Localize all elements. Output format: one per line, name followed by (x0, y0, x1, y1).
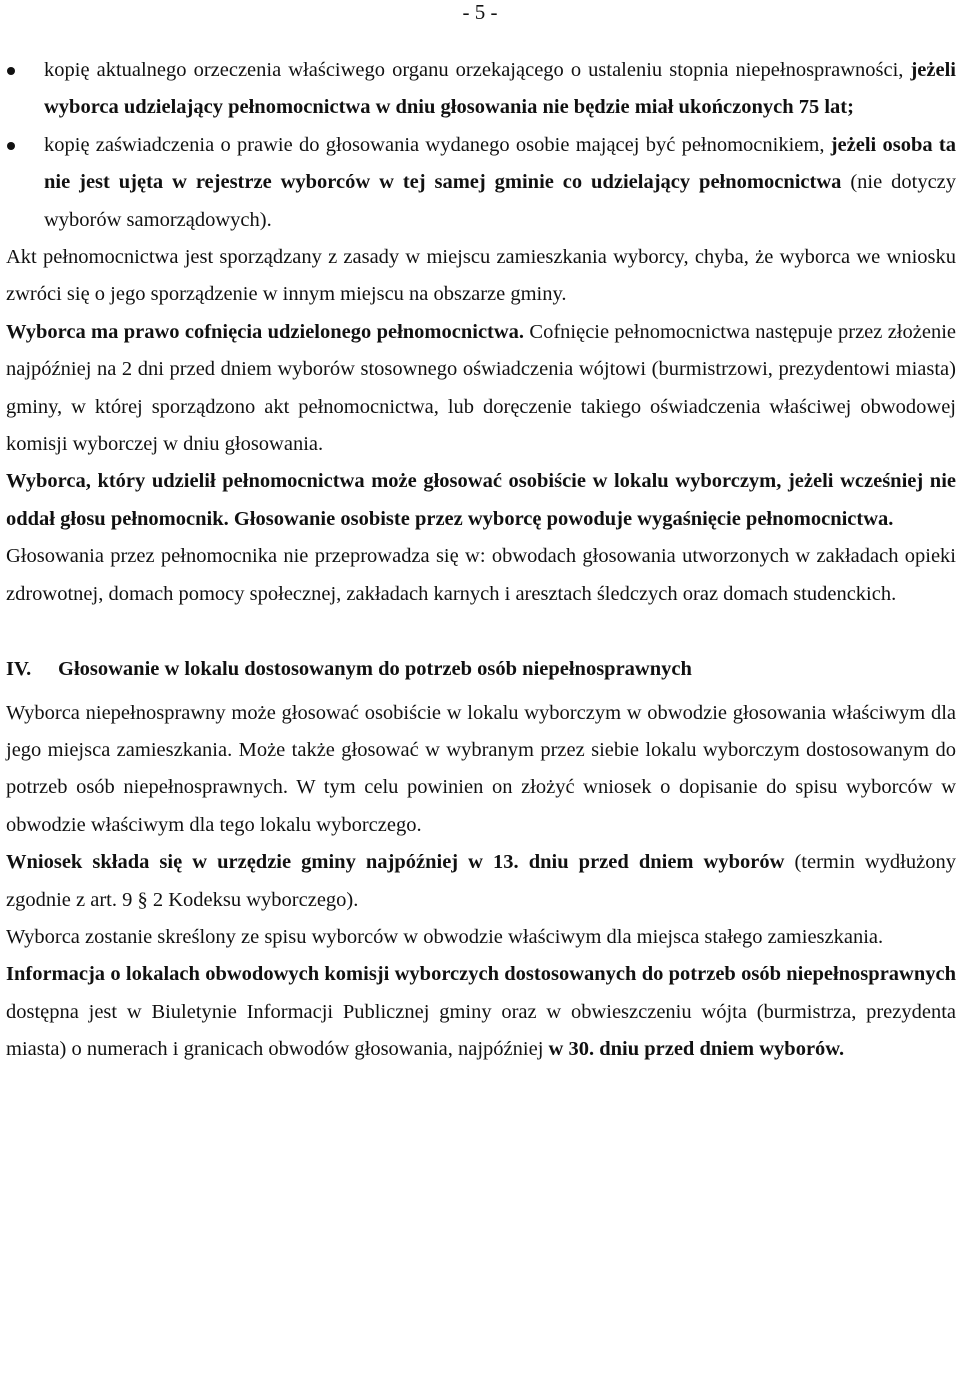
bullet-icon (7, 142, 15, 150)
paragraph-cofniecie (6, 314, 956, 464)
section-heading (6, 651, 956, 688)
informacja-bold: Informacja o lokalach obwodowych komisji wyborczych dostosowanych do potrzeb osób niepełnosprawnych (6, 963, 956, 986)
section-number: IV. (6, 658, 32, 681)
paragraph-osobiscie (6, 463, 956, 538)
document-body (6, 52, 956, 1069)
wniosek-text: (termin wydłużony zgodnie z art. 9 § 2 Kodeksu wyborczego). (6, 851, 956, 911)
section-spacer (6, 613, 956, 651)
paragraph-skreslony: Wyborca zostanie skreślony ze spisu wyborców w obwodzie właściwym dla miejsca stałego zamieszkania. (6, 925, 884, 948)
list-item (6, 52, 956, 127)
paragraph-niepelnosprawny: Wyborca niepełnosprawny może głosować osobiście w lokalu wyborczym w obwodzie głosowania właściwym dla jego miejsca zamieszkania. Może także głosować w wybranym przez siebie lokalu wyborczym dostosowanym do potrzeb osób niepełnosprawnych. W tym celu powinien on złożyć wniosek o dopisanie do spisu wyborców w obwodzie właściwym dla tego lokalu wyborczego. (6, 701, 956, 836)
list-item-text: kopię zaświadczenia o prawie do głosowania wydanego osobie mającej być pełnomocnikiem, (44, 133, 831, 156)
osobiscie-bold: Wyborca, który udzielił pełnomocnictwa może głosować osobiście w lokalu wyborczym, jeżeli wcześniej nie oddał głosu pełnomocnik. Głosowanie osobiste przez wyborcę powoduje wygaśnięcie pełnomocnictwa. (6, 470, 956, 530)
wniosek-bold: Wniosek składa się w urzędzie gminy najpóźniej w 13. dniu przed dniem wyborów (6, 851, 785, 874)
list-item-bold: jeżeli osoba ta nie jest ujęta w rejestrze wyborców w tej samej gminie co udzielający pełnomocnictwa (44, 133, 956, 194)
list-item (6, 127, 956, 239)
list-item-text-tail: (nie dotyczy wyborów samorządowych). (44, 171, 957, 231)
page-number: - 5 - (462, 0, 498, 24)
section-title: Głosowanie w lokalu dostosowanym do potrzeb osób niepełnosprawnych (58, 658, 692, 681)
list-item-text: kopię aktualnego orzeczenia właściwego organu orzekającego o ustaleniu stopnia niepełnosprawności, (44, 59, 911, 81)
paragraph-obwody: Głosowania przez pełnomocnika nie przeprowadza się w: obwodach głosowania utworzonych w zakładach opieki zdrowotnej, domach pomocy społecznej, zakładach karnych i aresztach śledczych oraz domach studenckich. (6, 545, 956, 605)
informacja-bold-tail: w 30. dniu przed dniem wyborów. (548, 1038, 845, 1061)
list-item-bold: jeżeli wyborca udzielający pełnomocnictwa w dniu głosowania nie będzie miał ukończonych 75 lat; (44, 59, 956, 119)
cofniecie-text: Cofnięcie pełnomocnictwa następuje przez złożenie najpóźniej na 2 dni przed dniem wyborów stosownego oświadczenia wójtowi (burmistrzowi, prezydentowi miasta) gminy, w której sporządzono akt pełnomocnictwa, lub doręczenie takiego oświadczenia właściwej obwodowej komisji wyborczej w dniu głosowania. (6, 320, 956, 456)
bullet-icon (7, 67, 15, 75)
cofniecie-bold: Wyborca ma prawo cofnięcia udzielonego pełnomocnictwa. (6, 320, 525, 343)
paragraph-wniosek (6, 844, 956, 919)
informacja-text: dostępna jest w Biuletynie Informacji Publicznej gminy oraz w obwieszczeniu wójta (burmistrza, prezydenta miasta) o numerach i granicach obwodów głosowania, najpóźniej (6, 1000, 956, 1061)
attachment-list (6, 52, 956, 239)
paragraph-informacja (6, 956, 956, 1068)
paragraph-akt: Akt pełnomocnictwa jest sporządzany z zasady w miejscu zamieszkania wyborcy, chyba, że wyborca we wniosku zwróci się o jego sporządzenie w innym miejscu na obszarze gminy. (6, 246, 956, 306)
